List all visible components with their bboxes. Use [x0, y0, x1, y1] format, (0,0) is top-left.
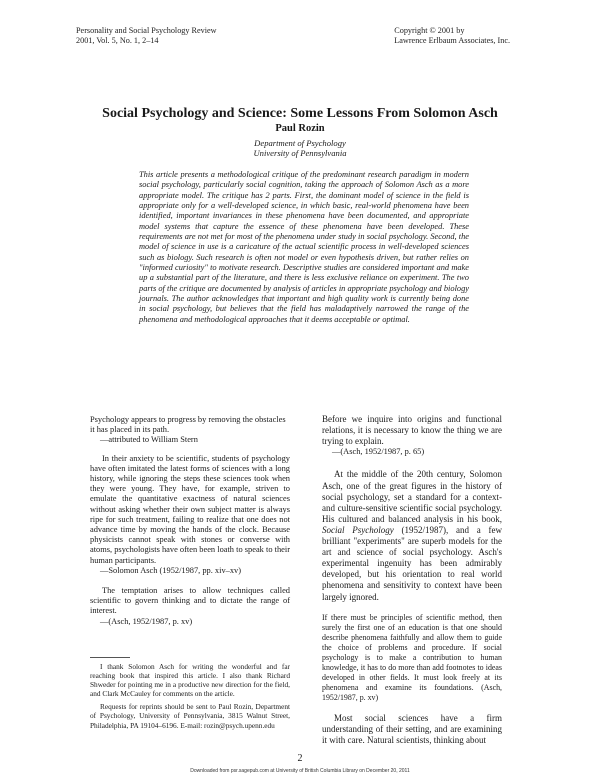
epigraph-quote-asch: In their anxiety to be scientific, students of psychology have often imitated the latest forms of sciences with a long history, while ignoring the steps these sciences took when they were young. They have, for example, striven to emulate the quantitative exactness of natural sciences without asking whether their own subject matter is always ripe for such treatment, failing to realize that one does not advance time by moving the hands of the clock. Because physicists cannot speak with stones or converse with atoms, psychologists have often been loath to speak to their human participants. — [90, 453, 290, 565]
journal-header — [76, 26, 217, 46]
epigraph-attribution-right: —(Asch, 1952/1987, p. 65) — [332, 447, 425, 457]
download-note: Downloaded from psr.sagepub.com at University of British Columbia Library on December 20, 2011 — [190, 768, 410, 774]
epigraph-quote: Psychology appears to progress by removing the obstacles it has placed in its path. — [90, 415, 286, 435]
footnotes — [90, 657, 290, 730]
epigraph-quote-right: Before we inquire into origins and functional relations, it is necessary to know the thing we are trying to explain. — [322, 414, 502, 447]
university: University of Pennsylvania — [253, 148, 347, 158]
copyright-header — [394, 26, 510, 46]
journal-name: Personality and Social Psychology Review — [76, 26, 217, 35]
left-column — [90, 415, 290, 627]
intro-paragraph — [322, 469, 502, 602]
book-title: Social Psychology — [322, 524, 394, 535]
epigraph-quote-techniques: The temptation arises to allow techniques called scientific to govern thinking and to dictate the range of interest. — [90, 586, 290, 616]
epigraph-attribution-asch: —Solomon Asch (1952/1987, pp. xiv–xv) — [100, 565, 241, 575]
right-column — [322, 414, 502, 746]
article-title: Social Psychology and Science: Some Lessons From Solomon Asch — [102, 106, 498, 121]
footnote-rule — [90, 657, 130, 658]
copyright-line: Copyright © 2001 by — [394, 26, 465, 35]
epigraph-attribution: —attributed to William Stern — [100, 435, 198, 445]
abstract: This article presents a methodological critique of the predominant research paradigm in modern social psychology, particularly social cognition, taking the approach of Solomon Asch as a more appropriate model. The critique has 2 parts. First, the dominant model of science in the field is appropriate only for a well-developed science, in which basic, real-world phenomena have been identified, important invariances in these phenomena have been documented, and appropriate model systems that capture the essence of these phenomena have been developed. These requirements are not met for most of the phenomena under study in social psychology. Second, the model of science in use is a caricature of the actual scientific process in well-developed sciences such as biology. Such research is often not model or even hypothesis driven, but rather relies on "informed curiosity" to motivate research. Descriptive studies are considered important and make up a substantial part of the literature, and there is less exclusive reliance on experiment. The two parts of the critique are documented by analysis of articles in appropriate psychology and biology journals. The author acknowledges that important and high quality work is currently being done in social psychology, but believes that the field has maladaptively narrowed the range of the phenomena and methodological approaches that it deems acceptable or optimal. — [139, 170, 469, 324]
department: Department of Psychology — [254, 138, 346, 148]
second-paragraph: Most social sciences have a firm understanding of their setting, and are examining it with care. Natural scientists, thinking about — [322, 712, 502, 745]
epigraph-attribution-techniques: —(Asch, 1952/1987, p. xv) — [100, 616, 193, 626]
block-quote: If there must be principles of scientific method, then surely the first one of an education is that one should describe phenomena faithfully and allow them to guide the choice of problems and procedure. If social psychology is to make a contribution to human knowledge, it has to do more than add footnotes to ideas developed in other fields. It must look freely at its phenomena and examine its foundations. (Asch, 1952/1987, p. xv) — [322, 612, 502, 702]
intro-text-a: At the middle of the 20th century, Solomon Asch, one of the great figures in the history of social psychology, set a standard for a context- and culture-sensitive scientific social psychology. His cultured and balanced analysis in his book, — [322, 469, 502, 524]
footnote-acknowledgment: I thank Solomon Asch for writing the wonderful and far reaching book that inspired this article. I also thank Richard Shweder for pointing me in a productive new direction for the field, and Clark McCauley for comments on the article. — [90, 662, 290, 699]
journal-volume: 2001, Vol. 5, No. 1, 2–14 — [76, 36, 159, 45]
affiliation — [60, 138, 540, 158]
footnote-reprints: Requests for reprints should be sent to Paul Rozin, Department of Psychology, University of Pennsylvania, 3815 Walnut Street, Philadelphia, PA 19104–6196. E-mail: rozin@psych.upenn.edu — [90, 702, 290, 730]
page-number: 2 — [297, 753, 303, 764]
publisher-line: Lawrence Erlbaum Associates, Inc. — [394, 36, 510, 45]
author-name: Paul Rozin — [275, 123, 325, 134]
intro-text-b: (1952/1987), and a few brilliant "experiments" are superb models for the art and science of social psychology. Asch's experimental ingenuity has been admirably developed, but his orientation to real world phenomena and sensitivity to context have been largely ignored. — [322, 524, 503, 602]
